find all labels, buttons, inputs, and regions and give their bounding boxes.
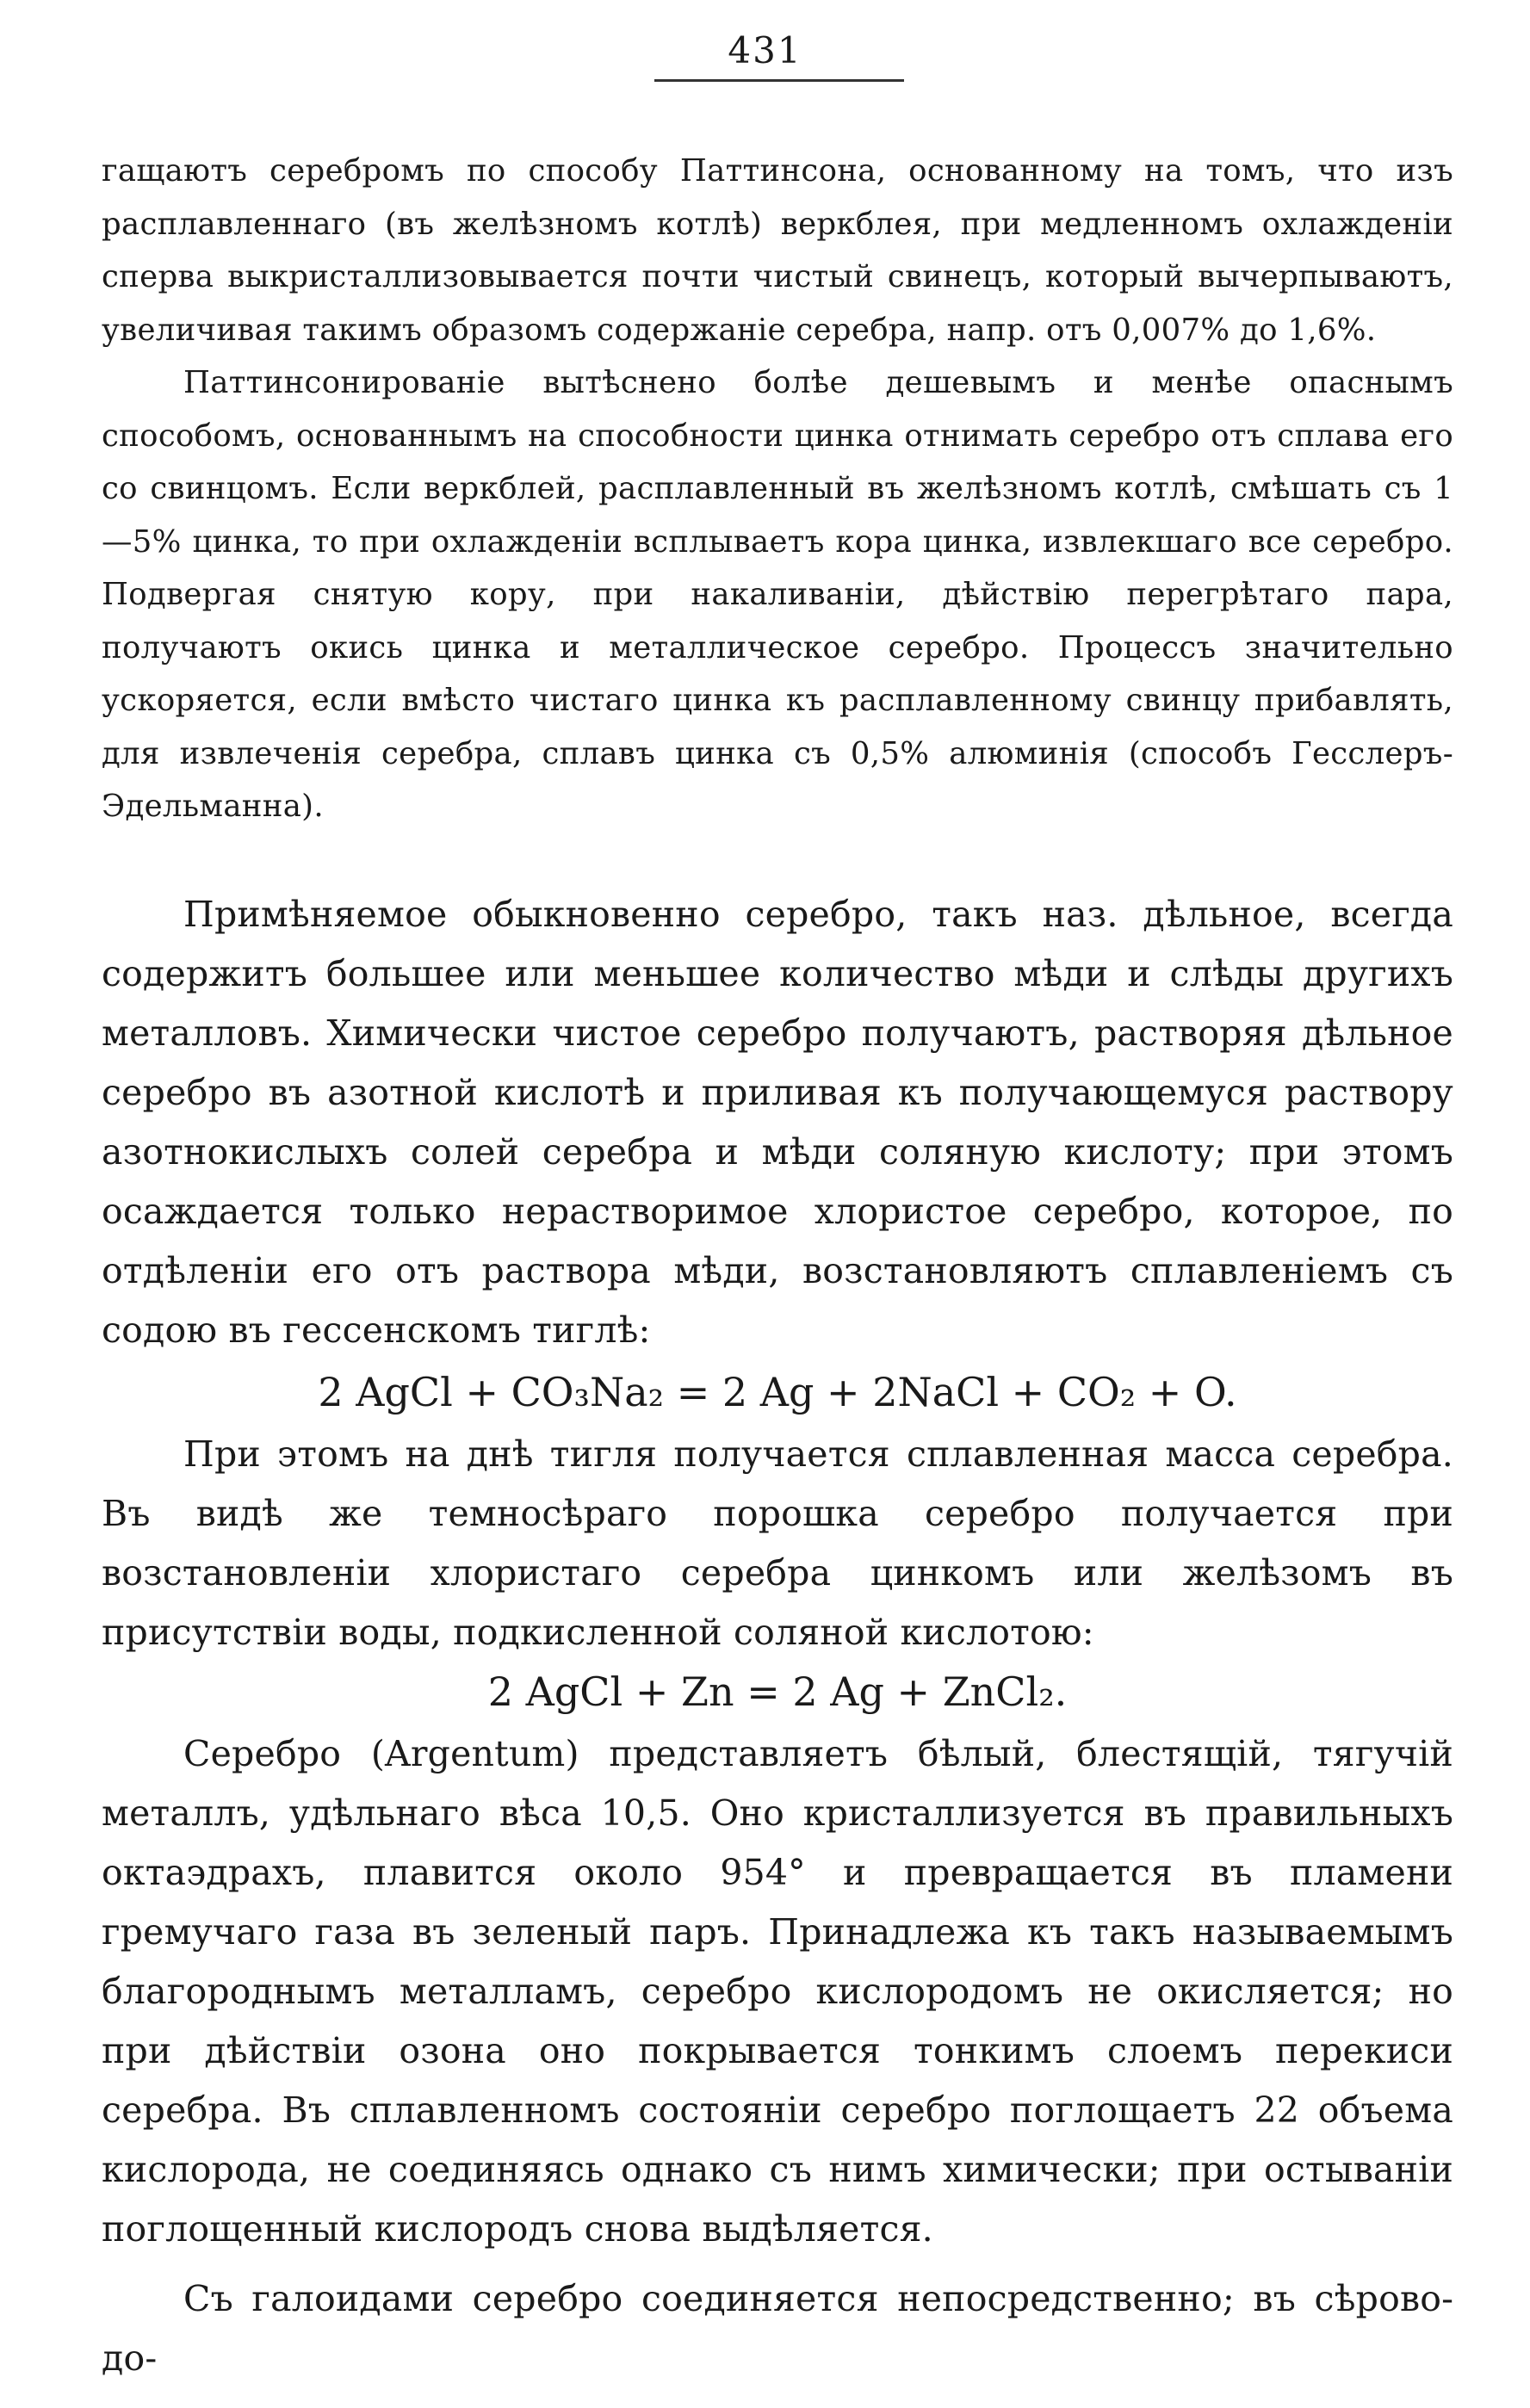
header-rule: [654, 79, 904, 82]
paragraph-zinc-process: Паттинсонированіе вытѣснено болѣе дешевымъ и менѣе опаснымъ способомъ, основаннымъ на способности цинка отнимать серебро отъ сплава его со свинцомъ. Если веркблей, расплавленный въ желѣзномъ котлѣ, смѣшать съ 1—5% цинка, то при охлажденіи всплываетъ кора цинка, извлекшаго все серебро. Подвергая снятую кору, при накаливаніи, дѣйствію перегрѣтаго пара, получаютъ окись цинка и металлическое серебро. Процессъ значительно ускоряется, если вмѣсто чистаго цинка къ расплавленному свинцу прибавлять, для извлеченія серебра, сплавъ цинка съ 0,5% алюминія (способъ Гесслеръ-Эдельманна).: [102, 365, 1453, 824]
paragraph-refining: Примѣняемое обыкновенно серебро, такъ наз. дѣльное, всегда содержитъ большее или меньшее количество мѣди и слѣды другихъ металловъ. Химически чистое серебро получаютъ, растворяя дѣльное серебро въ азотной кислотѣ и приливая къ получающемуся раствору азотнокислыхъ солей серебра и мѣди соляную кислоту; при этомъ осаждается только нерастворимое хлористое серебро, которое, по отдѣленіи его отъ раствора мѣди, возстановляютъ сплавленіемъ съ содою въ гессенскомъ тиглѣ:: [102, 894, 1453, 1351]
paragraph-halogens: Съ галоидами серебро соединяется непосредственно; въ сѣроводо-: [102, 2278, 1453, 2379]
formula-reduction-zinc: 2 AgCl + Zn = 2 Ag + ZnCl₂.: [487, 1668, 1068, 1715]
page-number: 431: [728, 29, 802, 71]
paragraph-properties: Серебро (Argentum) представляетъ бѣлый, блестящій, тягучій металлъ, удѣльнаго вѣса 10,5. Оно кристаллизуется въ правильныхъ октаэдрахъ, плавится около 954° и превращается въ пламени гремучаго газа въ зеленый паръ. Принадлежа къ такъ называемымъ благороднымъ металламъ, серебро кислородомъ не окисляется; но при дѣйствіи озона оно покрывается тонкимъ слоемъ перекиси серебра. Въ сплавленномъ состояніи серебро поглощаетъ 22 объема кислорода, не соединяясь однако съ нимъ химически; при остываніи поглощенный кислородъ снова выдѣляется.: [102, 1733, 1453, 2250]
main-section-powder: [102, 1425, 1453, 1662]
main-section-properties: [102, 1724, 1453, 2259]
paragraph-pattinson: гащаютъ серебромъ по способу Паттинсона, основанному на томъ, что изъ расплавленнаго (въ желѣзномъ котлѣ) веркблея, при медленномъ охлажденіи сперва выкристаллизовывается почти чистый свинецъ, который вычерпываютъ, увеличивая такимъ образомъ содержаніе серебра, напр. отъ 0,007% до 1,6%.: [102, 153, 1453, 348]
main-section-refining: [102, 885, 1453, 1360]
formula-reduction-soda: 2 AgCl + CO₃Na₂ = 2 Ag + 2NaCl + CO₂ + O.: [318, 1369, 1237, 1415]
main-section-halogens: [102, 2269, 1453, 2388]
small-print-section: [102, 145, 1453, 833]
paragraph-powder: При этомъ на днѣ тигля получается сплавленная масса серебра. Въ видѣ же темносѣраго порошка серебро получается при возстановленіи хлористаго серебра цинкомъ или желѣзомъ въ присутствіи воды, подкисленной соляной кислотою:: [102, 1433, 1453, 1653]
